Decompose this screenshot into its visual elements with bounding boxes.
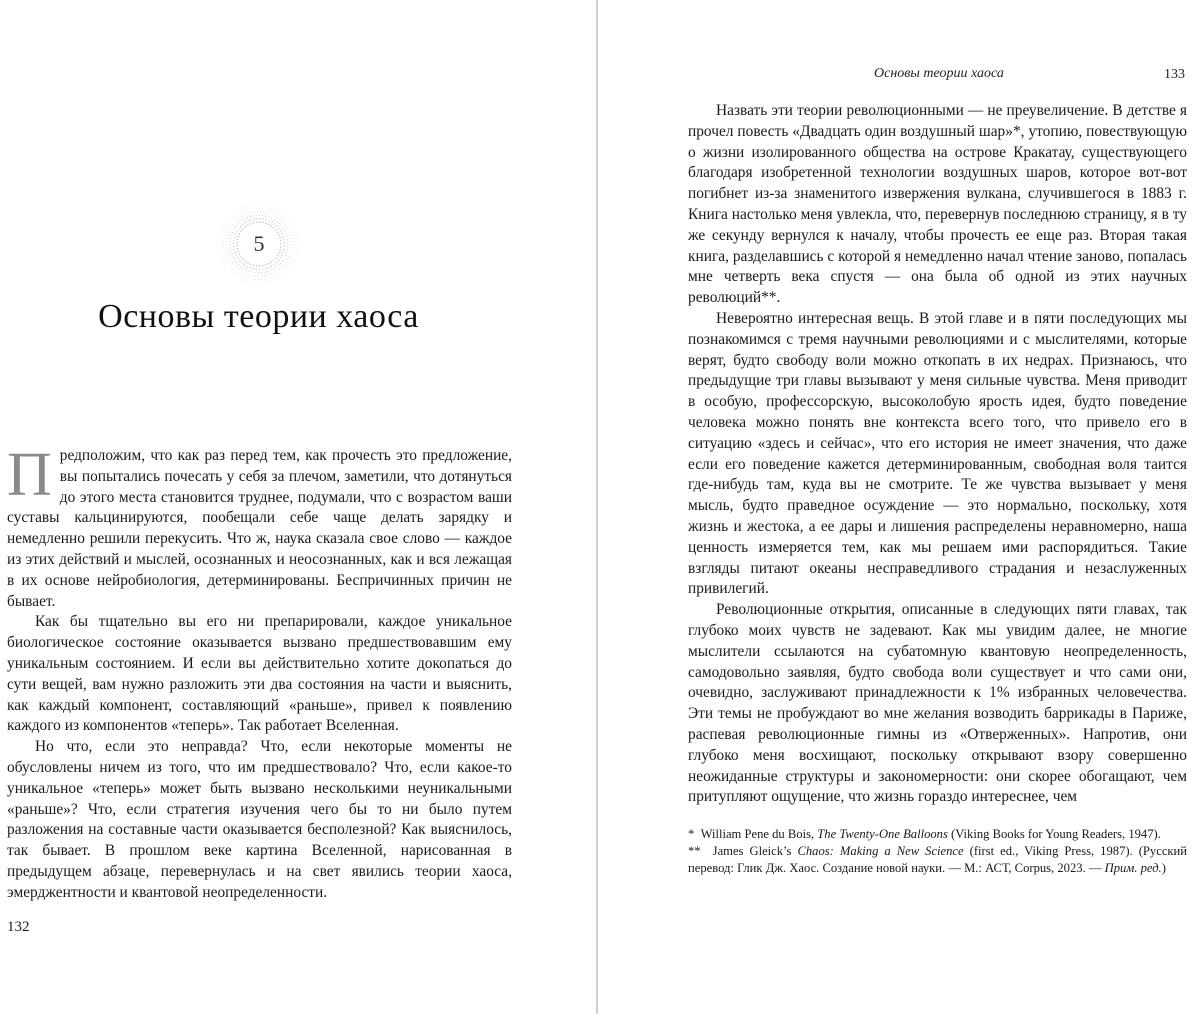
right-page bbox=[598, 0, 1197, 1014]
left-page bbox=[0, 0, 597, 1014]
footnote-mark: * bbox=[688, 827, 695, 841]
footnotes bbox=[688, 826, 1187, 877]
running-head: Основы теории хаоса bbox=[874, 66, 1004, 81]
paragraph: Предположим, что как раз перед тем, как прочесть это предложение, вы попытались почесать у себя за плечом, заметили, что дотянуться до этого места становится труднее, подумали, что с возрастом ваши суставы кальцинируются, пообещали себе чаще делать зарядку и немедленно решили перекусить. Что ж, наука сказала свое слово — каждое из этих действий и мыслей, осознанных и неосознанных, как и вся лежащая в их основе нейробиология, детерминированы. Беспричинных причин не бывает. bbox=[7, 441, 512, 610]
page-number-left: 132 bbox=[7, 919, 30, 935]
drop-cap: П bbox=[7, 441, 52, 509]
footnote: ** James Gleick’s Chaos: Making a New Science (first ed., Viking Press, 1987). (Русский перевод: Глик Дж. Хаос. Создание новой науки. — М.: АСТ, Corpus, 2023. — Прим. ред.) bbox=[688, 844, 1188, 875]
footnote-mark: ** bbox=[688, 844, 701, 858]
paragraph: Невероятно интересная вещь. В этой главе и в пяти последующих мы познакомимся с тремя научными революциями и с мыслителями, которые верят, будто свободу воли можно откопать в их недрах. Признаюсь, что предыдущие три главы вызывают у меня сильные чувства. Меня приводит в особую, профессорскую, высоколобую ярость идея, будто поведение человека можно понять вне контекста всего того, что привело его в ситуацию «здесь и сейчас», что его история не имеет значения, что даже если его поведение кажется детерминированным, свободная воля таится где-нибудь там, куда вы не смотрите. Те же чувства вызывает у меня мысль, будто праведное осуждение — это нормально, поскольку, хотя жизнь и жестока, а ее дары и лишения распределены неравномерно, наша ценность измеряется тем, как мы решаем ими распорядиться. Такие взгляды питают океаны несправедливого страдания и незаслуженных привилегий. bbox=[688, 309, 1187, 598]
paragraph: Как бы тщательно вы его ни препарировали, каждое уникальное биологическое состояние оказывается вызвано предшествовавшим ему уникальным состоянием. И если вы действительно хотите докопаться до сути вещей, вам нужно разложить эти два состояния на части и выяснить, как каждый компонент, составляющий «раньше», привел к появлению каждого из компонентов «теперь». Так работает Вселенная. bbox=[7, 613, 512, 735]
chapter-title: Основы теории хаоса bbox=[98, 298, 419, 335]
paragraph: Назвать эти теории революционными — не преувеличение. В детстве я прочел повесть «Двадцать один воздушный шар»*, утопию, повествующую о жизни изолированного общества на острове Кракатау, существующего благодаря изобретенной технологии воздушных шаров, которое вот-вот погибнет из-за знаменитого извержения вулкана, случившегося в 1883 г. Книга настолько меня увлекла, что, перевернув последнюю страницу, я в ту же секунду вернулся к началу, чтобы прочесть ее еще раз. Вторая такая книга, разделавшись с которой я немедленно начал чтение заново, попалась мне четверть века спустя — она была об одной из этих научных революций**. bbox=[688, 102, 1187, 307]
page-number-right: 133 bbox=[1164, 67, 1185, 82]
chapter-ornament bbox=[213, 198, 305, 290]
left-body-text bbox=[7, 441, 512, 904]
footnote: * William Pene du Bois, The Twenty-One Balloons (Viking Books for Young Readers, 1947). bbox=[688, 827, 1161, 841]
paragraph: Но что, если это неправда? Что, если некоторые моменты не обусловлены ничем из того, что им предшествовало? Что, если какое-то уникальное «теперь» может быть вызвано несколькими неуникальными «раньше»? Что, если стратегия изучения чего бы то ни было путем разложения на составные части оказывается бесполезной? Как выяснилось, так бывает. В прошлом веке картина Вселенной, нарисованная в предыдущем абзаце, перевернулась и на свет явились теории хаоса, эмерджентности и квантовой неопределенности. bbox=[7, 738, 512, 901]
chapter-number: 5 bbox=[253, 231, 265, 256]
paragraph: Революционные открытия, описанные в следующих пяти главах, так глубоко моих чувств не задевают. Как мы увидим далее, не многие мыслители ссылаются на субатомную квантовую неопределенность, самодовольно заявляя, будто свобода воли существует и что сами они, очевидно, заслуживают принадлежности к 1% избранных человечества. Эти темы не пробуждают во мне желания возводить баррикады в Париже, распевая революционные гимны из «Отверженных». Напротив, они глубоко меня восхищают, поскольку открывают взору совершенно неожиданные структуры и закономерности: они скорее обогащают, чем притупляют ощущение, что жизнь гораздо интереснее, чем bbox=[688, 601, 1187, 806]
right-body-text bbox=[688, 101, 1187, 808]
